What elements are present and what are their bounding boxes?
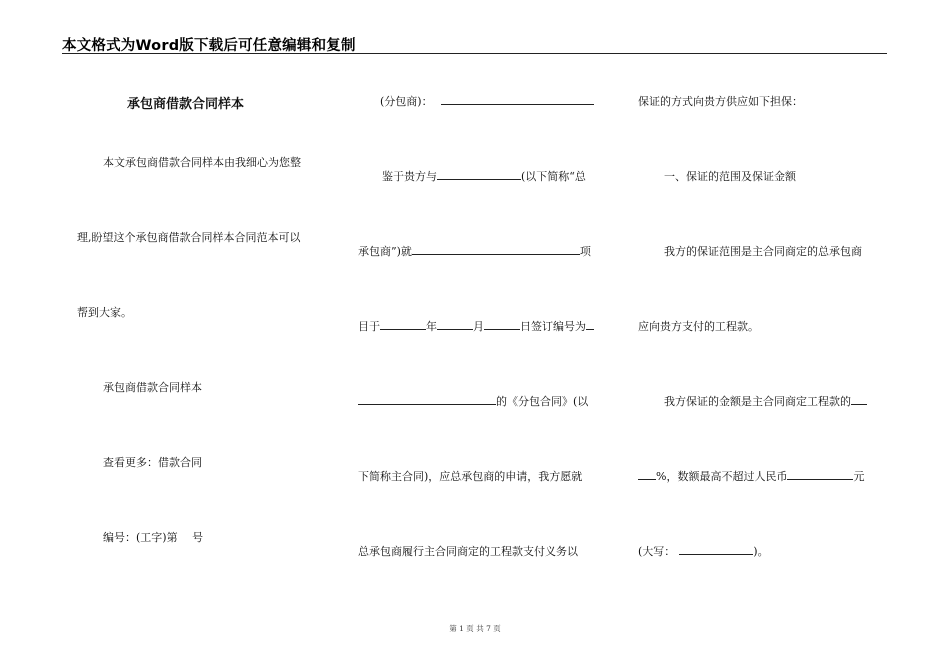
- text-segment: 目于: [358, 320, 380, 333]
- paragraph-line: 下简称主合同)，应总承包商的申请，我方愿就: [358, 470, 583, 483]
- text-segment: 日签订编号为: [520, 320, 586, 333]
- fill-blank: [638, 469, 656, 480]
- subcontractor-line: [380, 93, 594, 109]
- subcontractor-label: (分包商)：: [380, 95, 433, 108]
- text-segment: 项: [579, 245, 591, 258]
- see-more-line: 查看更多：借款合同: [103, 456, 202, 469]
- fill-blank: [380, 319, 426, 330]
- paragraph-line: 帮到大家。: [77, 306, 132, 319]
- fill-blank: [484, 319, 520, 330]
- text-segment: )。: [753, 545, 769, 558]
- text-segment: 元: [853, 470, 865, 483]
- page-number: 第 1 页 共 7 页: [449, 624, 501, 633]
- section-heading: 一、保证的范围及保证金额: [664, 170, 796, 183]
- paragraph-line: [638, 468, 864, 484]
- text-segment: 的《分包合同》(以: [496, 395, 589, 408]
- document-header: 本文格式为Word版下载后可任意编辑和复制: [62, 38, 356, 54]
- text-segment: 鉴于贵方与: [382, 170, 437, 183]
- text-segment: 我方保证的金额是主合同商定工程款的: [664, 395, 851, 408]
- fill-blank: [679, 544, 753, 555]
- fill-blank: [437, 319, 473, 330]
- paragraph-line: [358, 318, 594, 334]
- paragraph-line: 我方的保证范围是主合同商定的总承包商: [664, 245, 862, 258]
- text-segment: (大写：: [638, 545, 676, 558]
- paragraph-line: 应向贵方支付的工程款。: [638, 320, 759, 333]
- paragraph-line: [638, 543, 769, 559]
- fill-blank: [787, 469, 853, 480]
- paragraph-line: 理,盼望这个承包商借款合同样本合同范本可以: [77, 231, 301, 244]
- paragraph-line: [382, 168, 586, 184]
- fill-blank: [586, 319, 594, 330]
- paragraph-line: 保证的方式向贵方供应如下担保：: [638, 95, 803, 108]
- fill-blank: [437, 169, 521, 180]
- paragraph-line: [358, 243, 591, 259]
- fill-blank: [851, 394, 867, 405]
- text-segment: 月: [473, 320, 484, 333]
- paragraph-line: 总承包商履行主合同商定的工程款支付义务以: [358, 545, 578, 558]
- header-rule: [62, 53, 887, 54]
- document-title: 承包商借款合同样本: [127, 97, 245, 112]
- text-segment: 承包商”)就: [358, 245, 412, 258]
- text-segment: 年: [426, 320, 437, 333]
- contract-number-line: 编号：(工字)第 号: [103, 531, 204, 544]
- text-segment: %，数额最高不超过人民币: [656, 470, 788, 483]
- paragraph-line: 承包商借款合同样本: [103, 381, 202, 394]
- paragraph-line: 本文承包商借款合同样本由我细心为您整: [103, 156, 301, 169]
- subcontractor-blank: [441, 94, 594, 105]
- fill-blank: [358, 394, 496, 405]
- paragraph-line: [358, 393, 588, 409]
- paragraph-line: [664, 393, 867, 409]
- fill-blank: [412, 244, 580, 255]
- text-segment: (以下简称“总: [521, 170, 586, 183]
